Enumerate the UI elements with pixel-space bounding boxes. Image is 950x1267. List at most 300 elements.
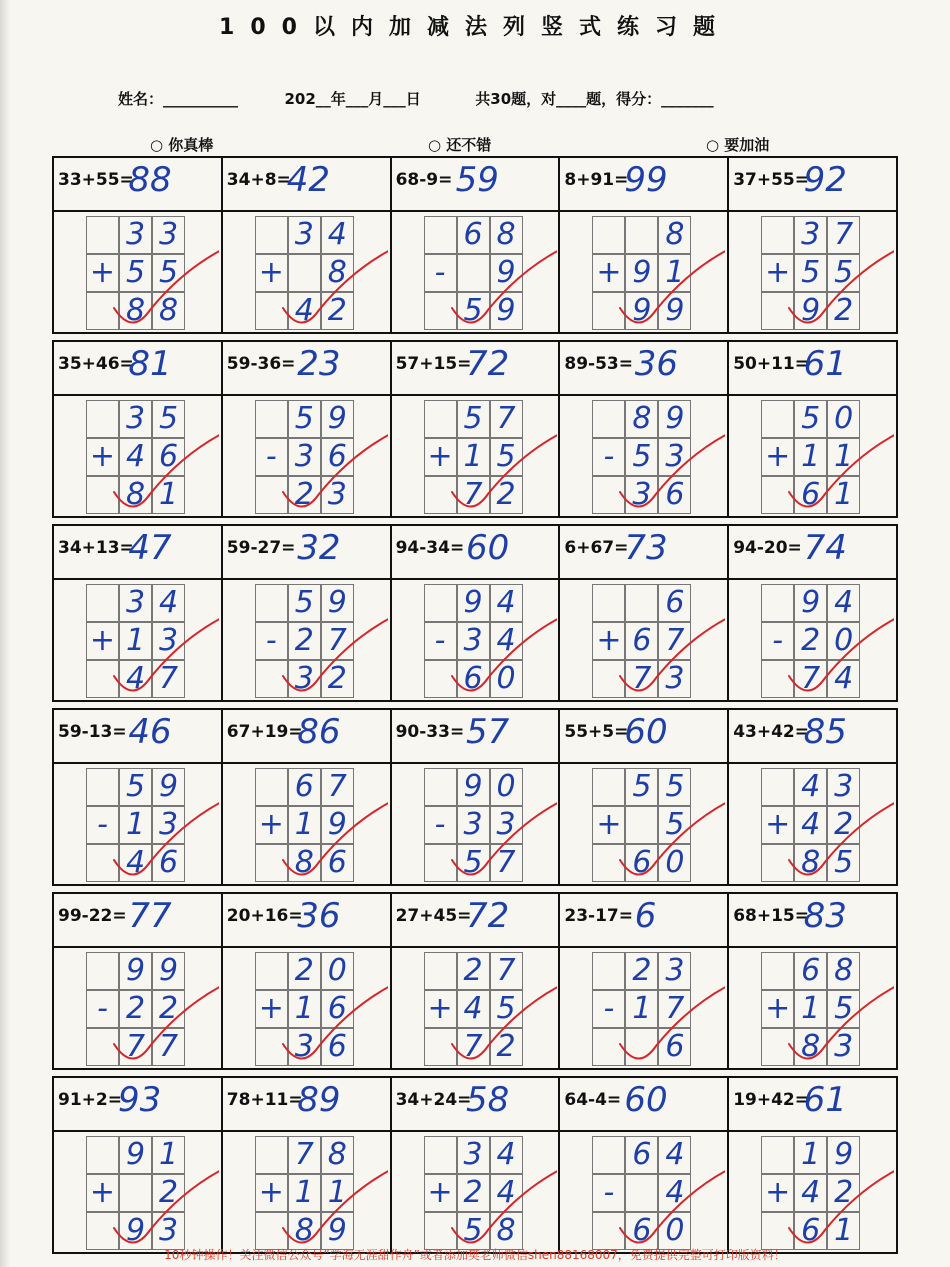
- digit: 6: [327, 845, 347, 880]
- digit: 3: [294, 661, 314, 696]
- equation-bar: [729, 894, 896, 948]
- vertical-grid: [255, 1136, 355, 1250]
- grid-square: [592, 844, 625, 882]
- vertical-grid: [592, 584, 692, 698]
- grid-square: [761, 768, 794, 806]
- problem-cell: [727, 708, 898, 886]
- digit: 9: [327, 585, 347, 620]
- answer-handwritten[interactable]: 83: [803, 896, 847, 936]
- problem-cell: [221, 524, 392, 702]
- digit: 3: [125, 585, 146, 620]
- grid-square: [424, 1028, 457, 1066]
- grid-square: [592, 216, 625, 254]
- operator-sign: +: [258, 991, 284, 1026]
- grid-square: [761, 1028, 794, 1066]
- grid-square: [255, 1136, 288, 1174]
- question-text: 34+13=: [58, 538, 134, 558]
- digit: 2: [158, 1175, 179, 1210]
- vertical-grid: [255, 400, 355, 514]
- operator-sign: +: [765, 991, 791, 1026]
- answer-handwritten[interactable]: 32: [297, 528, 341, 568]
- digit: 6: [632, 623, 652, 658]
- digit: 7: [665, 991, 685, 1026]
- grid-square: [761, 292, 794, 330]
- equation-bar: [560, 526, 727, 580]
- vertical-grid: [424, 216, 524, 330]
- digit: 5: [834, 255, 854, 290]
- digit: 2: [463, 953, 483, 988]
- digit: 6: [632, 1137, 652, 1172]
- digit: 4: [125, 845, 146, 880]
- digit: 7: [294, 1137, 314, 1172]
- vertical-grid: [761, 400, 861, 514]
- rating-try-harder[interactable]: ○ 要加油: [706, 136, 770, 154]
- digit: 5: [496, 991, 516, 1026]
- question-text: 55+5=: [564, 722, 629, 742]
- question-text: 94-20=: [733, 538, 802, 558]
- equation-bar: [392, 894, 559, 948]
- equation-bar: [560, 158, 727, 212]
- digit: 5: [294, 401, 314, 436]
- operator-sign: +: [427, 439, 453, 474]
- digit: 3: [801, 217, 821, 252]
- grid-square: [255, 292, 288, 330]
- problem-cell: [558, 708, 729, 886]
- grid-square: [761, 1136, 794, 1174]
- digit: 3: [158, 623, 179, 658]
- date-field[interactable]: 202__年___月___日: [284, 90, 421, 108]
- answer-handwritten[interactable]: 60: [465, 528, 510, 568]
- footer-note: 10秒钟操作！关注微信公众号“学海无涯甜作舟”或者添加樊老师微信shen88168007，免费提供完整可打印版资料！: [164, 1248, 786, 1262]
- question-text: 19+42=: [733, 1090, 809, 1110]
- vertical-grid: [761, 584, 861, 698]
- problem-cell: [727, 524, 898, 702]
- vertical-grid: [761, 1136, 861, 1250]
- answer-handwritten[interactable]: 85: [803, 712, 847, 752]
- digit: 1: [294, 807, 314, 842]
- digit: 3: [327, 477, 347, 512]
- question-text: 33+55=: [58, 170, 134, 190]
- digit: 3: [463, 1137, 483, 1172]
- vertical-grid: [592, 216, 692, 330]
- digit: 7: [496, 953, 516, 988]
- question-text: 34+24=: [395, 1090, 472, 1110]
- problem-cell: [390, 892, 561, 1070]
- operator-sign: -: [603, 1175, 615, 1210]
- digit: 5: [665, 807, 685, 842]
- digit: 3: [463, 623, 483, 658]
- equation-bar: [223, 526, 390, 580]
- digit: 6: [665, 1029, 685, 1064]
- digit: 9: [125, 953, 146, 988]
- grid-square: [761, 400, 794, 438]
- vertical-grid: [255, 584, 355, 698]
- digit: 7: [801, 661, 821, 696]
- digit: 2: [327, 661, 347, 696]
- grid-square: [255, 952, 288, 990]
- rating-good[interactable]: ○ 还不错: [428, 136, 492, 154]
- digit: 8: [496, 217, 516, 252]
- digit: 3: [496, 807, 516, 842]
- digit: 4: [496, 585, 516, 620]
- problem-cell: [221, 156, 392, 334]
- equation-bar: [392, 710, 559, 764]
- digit: 7: [834, 217, 854, 252]
- digit: 7: [496, 845, 516, 880]
- digit: 2: [834, 293, 854, 328]
- grid-square: [592, 584, 625, 622]
- digit: 5: [834, 845, 854, 880]
- grid-square: [255, 768, 288, 806]
- operator-sign: +: [596, 623, 622, 658]
- rating-great[interactable]: ○ 你真棒: [150, 136, 214, 154]
- digit: 2: [463, 1175, 483, 1210]
- problem-cell: [558, 892, 729, 1070]
- digit: 0: [665, 845, 685, 880]
- digit: 3: [125, 401, 146, 436]
- digit: 9: [632, 255, 652, 290]
- grid-square: [625, 806, 658, 844]
- answer-handwritten[interactable]: 60: [624, 712, 668, 752]
- question-text: 64-4=: [564, 1090, 622, 1110]
- vertical-grid: [761, 768, 861, 882]
- grid-square: [424, 292, 457, 330]
- rating-options: [0, 130, 950, 158]
- student-info: [118, 88, 714, 109]
- vertical-grid: [424, 768, 524, 882]
- digit: 1: [158, 477, 179, 512]
- digit: 6: [327, 439, 347, 474]
- digit: 7: [125, 1029, 146, 1064]
- score-field[interactable]: 共30题，对____题，得分：_______: [475, 90, 714, 108]
- digit: 8: [801, 845, 821, 880]
- digit: 9: [125, 1213, 146, 1248]
- digit: 3: [463, 807, 483, 842]
- digit: 3: [665, 661, 685, 696]
- digit: 9: [801, 293, 821, 328]
- grid-square: [86, 1212, 119, 1250]
- answer-handwritten[interactable]: 77: [128, 896, 172, 936]
- answer-handwritten[interactable]: 6: [634, 896, 657, 936]
- digit: 9: [327, 401, 347, 436]
- vertical-grid: [592, 952, 692, 1066]
- problem-cell: [52, 340, 223, 518]
- digit: 6: [463, 217, 483, 252]
- digit: 5: [463, 1213, 483, 1248]
- operator-sign: -: [434, 255, 446, 290]
- digit: 3: [294, 217, 314, 252]
- answer-handwritten[interactable]: 60: [624, 1080, 668, 1120]
- digit: 3: [834, 1029, 854, 1064]
- equation-bar: [392, 526, 559, 580]
- question-text: 43+42=: [733, 722, 809, 742]
- question-text: 99-22=: [58, 906, 127, 926]
- question-text: 23-17=: [564, 906, 634, 926]
- grid-square: [424, 952, 457, 990]
- digit: 6: [665, 585, 685, 620]
- vertical-grid: [86, 768, 186, 882]
- digit: 1: [801, 991, 821, 1026]
- answer-handwritten[interactable]: 73: [624, 528, 668, 568]
- digit: 8: [125, 477, 146, 512]
- problem-cell: [52, 156, 223, 334]
- equation-bar: [729, 526, 896, 580]
- problem-cell: [558, 524, 729, 702]
- answer-handwritten[interactable]: 92: [803, 160, 847, 200]
- digit: 6: [665, 477, 685, 512]
- equation-bar: [54, 526, 221, 580]
- digit: 8: [801, 1029, 821, 1064]
- answer-handwritten[interactable]: 99: [624, 160, 668, 200]
- digit: 1: [327, 1175, 347, 1210]
- digit: 8: [632, 401, 652, 436]
- digit: 6: [158, 439, 179, 474]
- digit: 6: [327, 991, 347, 1026]
- vertical-grid: [761, 216, 861, 330]
- grid-square: [255, 1028, 288, 1066]
- answer-handwritten[interactable]: 46: [128, 712, 172, 752]
- operator-sign: +: [258, 255, 284, 290]
- answer-handwritten[interactable]: 88: [128, 160, 172, 200]
- operator-sign: -: [265, 439, 277, 474]
- vertical-grid: [424, 952, 524, 1066]
- digit: 2: [158, 991, 179, 1026]
- answer-handwritten[interactable]: 81: [128, 344, 172, 384]
- answer-handwritten[interactable]: 72: [465, 896, 510, 936]
- grid-square: [761, 216, 794, 254]
- grid-square: [592, 768, 625, 806]
- question-text: 59-13=: [58, 722, 127, 742]
- problem-cell: [221, 1076, 392, 1254]
- operator-sign: +: [765, 255, 791, 290]
- digit: 4: [801, 769, 821, 804]
- equation-bar: [729, 158, 896, 212]
- equation-bar: [392, 342, 559, 396]
- digit: 7: [158, 661, 179, 696]
- grid-square: [424, 584, 457, 622]
- answer-handwritten[interactable]: 23: [297, 344, 341, 384]
- problem-cell: [727, 156, 898, 334]
- grid-square: [255, 660, 288, 698]
- digit: 5: [632, 769, 652, 804]
- grid-square: [86, 768, 119, 806]
- equation-bar: [729, 1078, 896, 1132]
- vertical-grid: [86, 584, 186, 698]
- question-text: 27+45=: [395, 906, 472, 926]
- question-text: 68+15=: [733, 906, 809, 926]
- operator-sign: -: [434, 623, 446, 658]
- problem-cell: [558, 340, 729, 518]
- answer-handwritten[interactable]: 58: [465, 1080, 510, 1120]
- operator-sign: +: [258, 807, 284, 842]
- digit: 2: [496, 1029, 516, 1064]
- digit: 6: [294, 769, 314, 804]
- digit: 9: [632, 293, 652, 328]
- digit: 7: [496, 401, 516, 436]
- digit: 0: [665, 1213, 685, 1248]
- digit: 4: [463, 991, 483, 1026]
- digit: 5: [463, 845, 483, 880]
- digit: 1: [294, 991, 314, 1026]
- operator-sign: +: [258, 1175, 284, 1210]
- vertical-grid: [761, 952, 861, 1066]
- question-text: 57+15=: [395, 354, 472, 374]
- digit: 1: [801, 1137, 821, 1172]
- operator-sign: +: [765, 439, 791, 474]
- digit: 9: [496, 293, 516, 328]
- grid-square: [424, 400, 457, 438]
- question-text: 59-27=: [226, 538, 296, 558]
- digit: 9: [665, 293, 685, 328]
- operator-sign: +: [596, 255, 622, 290]
- grid-square: [761, 476, 794, 514]
- digit: 3: [125, 217, 146, 252]
- operator-sign: -: [434, 807, 446, 842]
- digit: 2: [632, 953, 652, 988]
- grid-square: [86, 952, 119, 990]
- problem-cell: [52, 524, 223, 702]
- equation-bar: [560, 1078, 727, 1132]
- equation-bar: [54, 158, 221, 212]
- digit: 4: [496, 623, 516, 658]
- grid-square: [457, 254, 490, 292]
- digit: 3: [294, 1029, 314, 1064]
- problem-cell: [221, 708, 392, 886]
- problem-cell: [221, 340, 392, 518]
- grid-square: [625, 216, 658, 254]
- digit: 9: [463, 585, 483, 620]
- answer-handwritten[interactable]: 36: [634, 344, 679, 384]
- grid-square: [86, 1136, 119, 1174]
- vertical-grid: [592, 1136, 692, 1250]
- vertical-grid: [86, 952, 186, 1066]
- vertical-grid: [592, 768, 692, 882]
- digit: 0: [834, 623, 854, 658]
- question-text: 20+16=: [226, 906, 303, 926]
- digit: 0: [496, 769, 516, 804]
- question-text: 35+46=: [58, 354, 134, 374]
- digit: 1: [463, 439, 483, 474]
- digit: 3: [294, 439, 314, 474]
- grid-square: [592, 400, 625, 438]
- digit: 2: [496, 477, 516, 512]
- answer-handwritten[interactable]: 47: [128, 528, 172, 568]
- digit: 3: [158, 807, 179, 842]
- equation-bar: [54, 710, 221, 764]
- digit: 6: [801, 1213, 821, 1248]
- digit: 9: [665, 401, 685, 436]
- digit: 4: [801, 1175, 821, 1210]
- equation-bar: [729, 342, 896, 396]
- digit: 2: [294, 953, 314, 988]
- grid-square: [424, 768, 457, 806]
- digit: 4: [158, 585, 179, 620]
- digit: 6: [801, 953, 821, 988]
- grid-square: [288, 254, 321, 292]
- digit: 1: [125, 807, 146, 842]
- answer-handwritten[interactable]: 89: [297, 1080, 341, 1120]
- digit: 9: [125, 1137, 146, 1172]
- question-text: 37+55=: [733, 170, 809, 190]
- vertical-grid: [255, 768, 355, 882]
- digit: 2: [327, 293, 347, 328]
- grid-square: [592, 952, 625, 990]
- answer-handwritten[interactable]: 61: [803, 344, 847, 384]
- digit: 3: [158, 1213, 179, 1248]
- vertical-grid: [255, 216, 355, 330]
- answer-handwritten[interactable]: 61: [803, 1080, 847, 1120]
- problem-cell: [52, 1076, 223, 1254]
- digit: 6: [158, 845, 179, 880]
- grid-square: [592, 1136, 625, 1174]
- operator-sign: +: [427, 991, 453, 1026]
- equation-bar: [223, 342, 390, 396]
- digit: 1: [665, 255, 685, 290]
- digit: 6: [463, 661, 483, 696]
- digit: 5: [158, 255, 179, 290]
- question-text: 89-53=: [564, 354, 634, 374]
- grid-square: [592, 660, 625, 698]
- answer-handwritten[interactable]: 74: [803, 528, 847, 568]
- answer-handwritten[interactable]: 42: [286, 160, 331, 200]
- digit: 9: [158, 769, 179, 804]
- digit: 1: [834, 439, 854, 474]
- grid-square: [86, 584, 119, 622]
- digit: 4: [665, 1137, 685, 1172]
- grid-square: [424, 1212, 457, 1250]
- digit: 1: [834, 1213, 854, 1248]
- digit: 6: [632, 1213, 652, 1248]
- operator-sign: +: [765, 807, 791, 842]
- digit: 8: [327, 255, 347, 290]
- question-text: 68-9=: [395, 170, 453, 190]
- digit: 9: [496, 255, 516, 290]
- digit: 5: [632, 439, 652, 474]
- answer-handwritten[interactable]: 86: [297, 712, 341, 752]
- digit: 5: [665, 769, 685, 804]
- equation-bar: [223, 1078, 390, 1132]
- answer-handwritten[interactable]: 57: [465, 712, 510, 752]
- question-text: 78+11=: [226, 1090, 303, 1110]
- digit: 4: [125, 661, 146, 696]
- digit: 1: [125, 623, 146, 658]
- digit: 7: [463, 477, 483, 512]
- operator-sign: -: [603, 991, 615, 1026]
- answer-handwritten[interactable]: 72: [465, 344, 510, 384]
- answer-handwritten[interactable]: 93: [118, 1080, 162, 1120]
- grid-square: [625, 1028, 658, 1066]
- answer-handwritten[interactable]: 36: [297, 896, 341, 936]
- digit: 4: [327, 217, 347, 252]
- digit: 5: [294, 585, 314, 620]
- vertical-grid: [255, 952, 355, 1066]
- problem-cell: [727, 1076, 898, 1254]
- grid-square: [255, 476, 288, 514]
- digit: 5: [496, 439, 516, 474]
- operator-sign: -: [603, 439, 615, 474]
- digit: 8: [496, 1213, 516, 1248]
- name-field[interactable]: 姓名：__________: [118, 90, 239, 108]
- digit: 8: [125, 293, 146, 328]
- answer-handwritten[interactable]: 59: [455, 160, 499, 200]
- problem-cell: [390, 708, 561, 886]
- problem-cell: [390, 340, 561, 518]
- page-title: 100以内加减法列竖式练习题: [219, 15, 731, 40]
- digit: 4: [496, 1137, 516, 1172]
- operator-sign: +: [427, 1175, 453, 1210]
- question-text: 59-36=: [226, 354, 296, 374]
- question-text: 8+91=: [564, 170, 629, 190]
